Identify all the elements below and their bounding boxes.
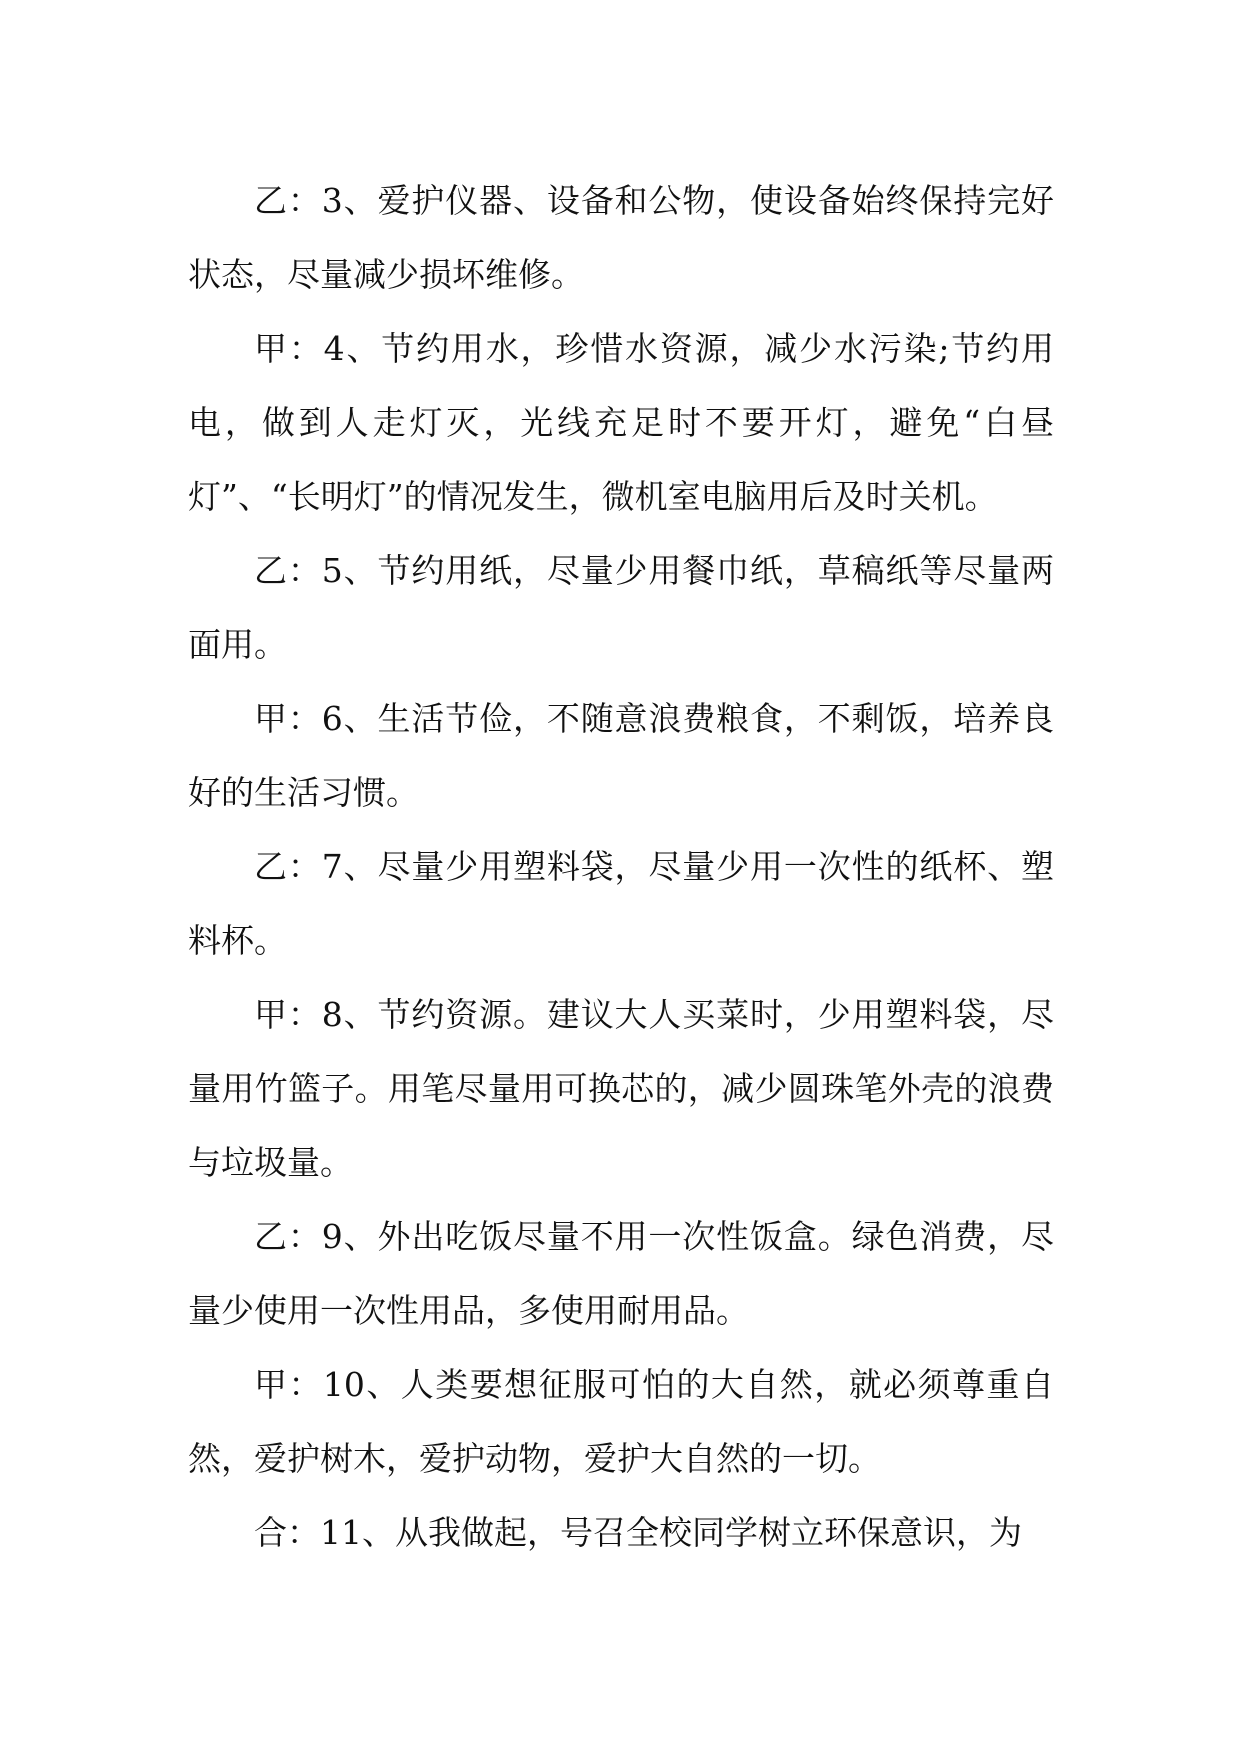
paragraph-item-9: 乙：9、外出吃饭尽量不用一次性饭盒。绿色消费，尽量少使用一次性用品，多使用耐用品。 xyxy=(188,1217,1054,1330)
paragraph-item-10: 甲：10、人类要想征服可怕的大自然，就必须尊重自然，爱护树木，爱护动物，爱护大自然的一切。 xyxy=(188,1365,1054,1478)
paragraph-item-5: 乙：5、节约用纸，尽量少用餐巾纸，草稿纸等尽量两面用。 xyxy=(188,551,1054,664)
paragraph-item-3: 乙：3、爱护仪器、设备和公物，使设备始终保持完好状态，尽量减少损坏维修。 xyxy=(188,181,1054,294)
paragraph-item-6: 甲：6、生活节俭，不随意浪费粮食，不剩饭，培养良好的生活习惯。 xyxy=(188,699,1054,812)
paragraph-item-8: 甲：8、节约资源。建议大人买菜时，少用塑料袋，尽量用竹篮子。用笔尽量用可换芯的，减少圆珠笔外壳的浪费与垃圾量。 xyxy=(188,995,1054,1182)
paragraph-item-4: 甲：4、节约用水，珍惜水资源，减少水污染;节约用电，做到人走灯灭，光线充足时不要开灯，避免“白昼灯”、“长明灯”的情况发生，微机室电脑用后及时关机。 xyxy=(188,329,1054,516)
paragraph-item-7: 乙：7、尽量少用塑料袋，尽量少用一次性的纸杯、塑料杯。 xyxy=(188,847,1054,960)
paragraph-item-11: 合：11、从我做起，号召全校同学树立环保意识，为 xyxy=(254,1513,1022,1552)
document-body xyxy=(188,164,1054,1570)
